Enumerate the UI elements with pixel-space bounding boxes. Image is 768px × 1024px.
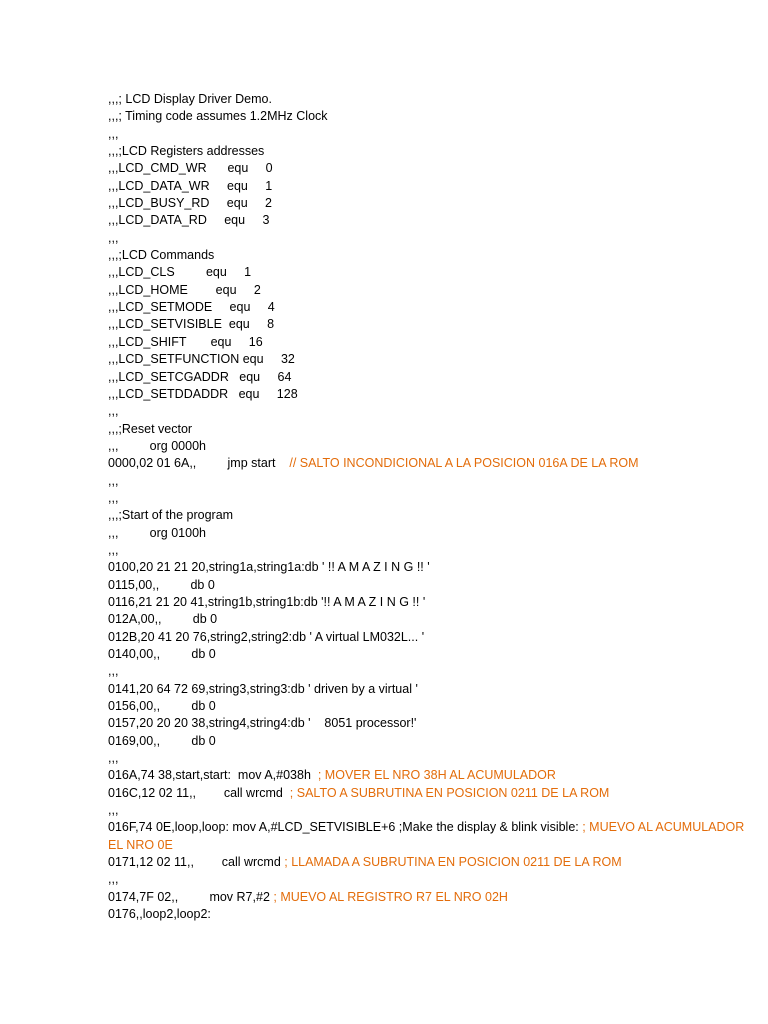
code-text: ,,,; LCD Display Driver Demo. [108,92,272,106]
code-line [108,299,748,316]
code-text: 0116,21 21 20 41,string1b,string1b:db '!! A M A Z I N G !! ' [108,594,426,609]
code-line [108,525,748,542]
code-text: ,,,LCD_SETFUNCTION equ 32 [108,352,295,367]
code-text: ,,, [108,803,119,818]
code-line [108,316,748,333]
code-text: ,,, [108,542,119,557]
code-line [108,264,748,281]
code-text: ,,, [108,473,119,488]
code-text: ,,,;Start of the program [108,508,234,523]
code-line [108,559,748,576]
code-comment: ; MUEVO AL ACUMULADOR EL NRO 0E [108,820,745,852]
code-comment: ; LLAMADA A SUBRUTINA EN POSICION 0211 DE LA ROM [284,855,622,870]
code-line [108,230,748,247]
code-line [108,195,748,212]
code-text: 0000,02 01 6A,, jmp start [108,456,290,471]
code-text: ,,,LCD_HOME equ 2 [108,282,261,297]
code-line [108,282,748,299]
code-line [108,594,748,611]
code-text: ,,, org 0000h [108,438,206,453]
code-text: ,,, [108,490,119,505]
code-line [108,126,748,143]
code-line [108,871,748,888]
code-text: 0140,00,, db 0 [108,647,216,661]
code-line [108,629,748,646]
code-text: ,,, [108,664,119,679]
code-line [108,403,748,420]
code-text: 0115,00,, db 0 [108,577,215,592]
code-text: ,,, [108,404,119,419]
code-text: ,,,LCD_SETMODE equ 4 [108,300,275,315]
code-text: 012A,00,, db 0 [108,612,218,627]
code-line [108,421,748,438]
code-text: ,,, org 0100h [108,525,206,540]
code-line [108,854,748,871]
code-text: 0176,,loop2,loop2: [108,907,211,922]
code-line [108,247,748,264]
code-text: ,,, [108,126,119,141]
code-line [108,334,748,351]
code-text: ,,,LCD_CMD_WR equ 0 [108,161,273,176]
code-line [108,906,748,923]
code-line [108,889,748,906]
code-line [108,178,748,195]
code-text: ,,,;LCD Commands [108,248,215,263]
code-line [108,473,748,490]
code-line [108,646,748,663]
code-comment: // SALTO INCONDICIONAL A LA POSICION 016A DE LA ROM [289,456,639,471]
code-line [108,819,748,854]
code-text: ,,,LCD_SETDDADDR equ 128 [108,386,298,401]
code-text: 016F,74 0E,loop,loop: mov A,#LCD_SETVISIBLE+6 ;Make the display & blink visible: [108,820,583,835]
code-line [108,767,748,784]
code-comment: ; MUEVO AL REGISTRO R7 EL NRO 02H [273,889,508,904]
code-line [108,663,748,680]
code-text: 0156,00,, db 0 [108,699,216,714]
code-text: 016A,74 38,start,start: mov A,#038h [108,768,318,783]
code-text: ,,,LCD_DATA_WR equ 1 [108,178,273,193]
code-line [108,91,748,108]
code-text: ,,,;LCD Registers addresses [108,144,265,159]
code-line [108,750,748,767]
code-line [108,351,748,368]
code-text: ,,,; Timing code assumes 1.2MHz Clock [108,109,328,124]
code-text: ,,, [108,872,119,887]
code-line [108,386,748,403]
code-line [108,611,748,628]
code-line [108,785,748,802]
code-line [108,733,748,750]
code-comment: ; SALTO A SUBRUTINA EN POSICION 0211 DE LA ROM [289,785,610,800]
code-line [108,455,748,472]
code-text: 0100,20 21 21 20,string1a,string1a:db ' !! A M A Z I N G !! ' [108,560,430,575]
code-line [108,143,748,160]
code-text: 0141,20 64 72 69,string3,string3:db ' driven by a virtual ' [108,681,418,696]
code-text: ,,,LCD_BUSY_RD equ 2 [108,196,272,211]
code-line [108,369,748,386]
code-line [108,490,748,507]
code-text: ,,, [108,751,119,766]
code-line [108,160,748,177]
code-text: 0174,7F 02,, mov R7,#2 [108,889,274,904]
code-line [108,507,748,524]
code-text: 0169,00,, db 0 [108,733,216,748]
code-comment: ; MOVER EL NRO 38H AL ACUMULADOR [317,768,556,783]
code-line [108,802,748,819]
code-line [108,212,748,229]
code-text: ,,,LCD_CLS equ 1 [108,265,252,280]
code-line [108,577,748,594]
code-text: ,,,LCD_SETCGADDR equ 64 [108,369,292,384]
code-line [108,542,748,559]
code-text: 016C,12 02 11,, call wrcmd [108,785,290,800]
code-line [108,698,748,715]
code-text: ,,,LCD_SETVISIBLE equ 8 [108,317,275,332]
code-listing [108,91,748,924]
code-line [108,438,748,455]
code-text: 012B,20 41 20 76,string2,string2:db ' A virtual LM032L... ' [108,629,425,644]
code-line [108,715,748,732]
code-text: 0157,20 20 20 38,string4,string4:db ' 8051 processor!' [108,716,417,731]
code-text: ,,, [108,230,119,245]
code-text: ,,,LCD_SHIFT equ 16 [108,334,263,349]
code-line [108,108,748,125]
code-text: 0171,12 02 11,, call wrcmd [108,855,285,870]
code-line [108,681,748,698]
code-text: ,,,;Reset vector [108,421,193,436]
code-text: ,,,LCD_DATA_RD equ 3 [108,213,270,228]
